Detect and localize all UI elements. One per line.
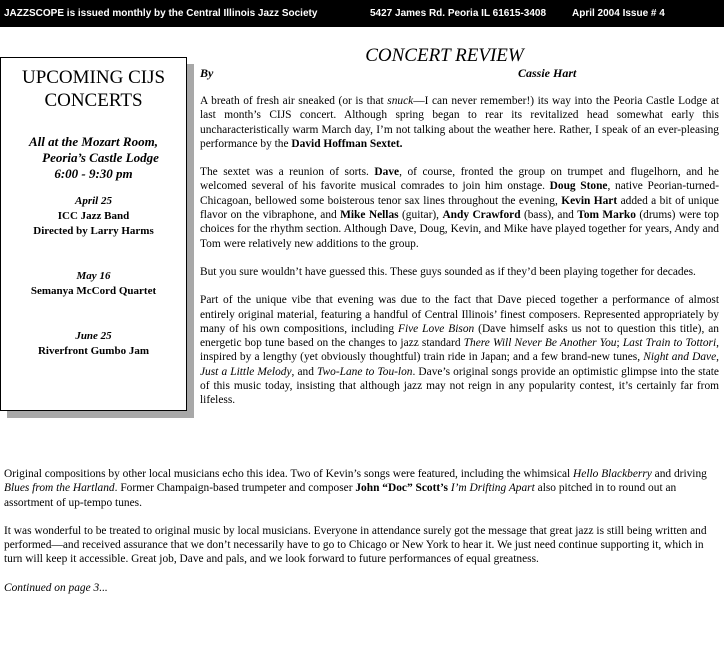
concert-date: May 16	[76, 270, 111, 282]
byline-author: Cassie Hart	[518, 66, 577, 80]
venue-info	[1, 134, 186, 182]
sidebar-title	[1, 66, 186, 112]
article-paragraph: But you sure wouldn’t have guessed this. These guys sounded as if they’d been playing together for decades.	[200, 265, 696, 278]
concert-review-article	[200, 45, 719, 408]
concert-date: April 25	[75, 195, 112, 207]
article-paragraph: A breath of fresh air sneaked (or is that snuck—I can never remember!) its way into the Peoria Castle Lodge at last month’s CIJS concert. Although spring began to rear its revitalized head somewhat early this uncharacteristically warm March day, I’m not talking about the weather here. Rather, I speak of an ever-pleasing performance by the David Hoffman Sextet.	[200, 95, 719, 150]
concert-item	[1, 194, 186, 239]
article-paragraph: Part of the unique vibe that evening was due to the fact that Dave pieced together a performance of almost entirely original material, featuring a handful of Central Illinois’ finest composers. Represented appropriately by many of his own compositions, including Five Love Bison (Dave himself asks us not to question this title), an energetic bop tune based on the changes to jazz standard There Will Never Be Another You; Last Train to Tottori, inspired by a lengthy (yet obviously thoughtful) train ride in Japan; and a few brand-new tunes, Night and Dave, Just a Little Melody, and Two-Lane to Tou-lon. Dave’s original songs provide an optimistic glimpse into the state of this music today, insisting that although jazz may not reign in any popularity contest, it’s certainly far from lifeless.	[200, 294, 719, 407]
article-paragraph: The sextet was a reunion of sorts. Dave, of course, fronted the group on trumpet and flugelhorn, and he welcomed several of his favorite musical comrades to join him onstage. Doug Stone, native Peorian-turned-Chicagoan, bellowed some boisterous tenor sax lines throughout the evening, Kevin Hart added a bit of unique flavor on the vibraphone, and Mike Nellas (guitar), Andy Crawford (bass), and Tom Marko (drums) were top choices for the rhythm section. Although Dave, Doug, Kevin, and Mike have played together for years, Andy and Tom were relatively new additions to the group.	[200, 166, 720, 250]
concert-performer: Riverfront Gumbo Jam	[37, 345, 149, 357]
sidebar-title-line1: UPCOMING CIJS	[21, 67, 166, 88]
byline-by: By	[200, 66, 214, 80]
article-byline	[200, 65, 719, 82]
continued-link[interactable]: Continued on page 3...	[4, 581, 108, 594]
concert-date: June 25	[75, 330, 112, 342]
concert-director: Directed by Larry Harms	[33, 225, 154, 237]
venue-time: 6:00 - 9:30 pm	[54, 166, 133, 181]
banner-issue-text: April 2004 Issue # 4	[572, 8, 665, 19]
venue-line2: Peoria’s Castle Lodge	[42, 150, 159, 165]
venue-line1: All at the Mozart Room,	[29, 134, 158, 149]
upcoming-concerts-box	[0, 57, 187, 411]
concert-performer: Semanya McCord Quartet	[30, 285, 157, 297]
concert-performer: ICC Jazz Band	[57, 210, 130, 222]
concert-item	[1, 269, 186, 299]
article-headline: CONCERT REVIEW	[365, 45, 524, 66]
banner-publisher-text: JAZZSCOPE is issued monthly by the Central Illinois Jazz Society	[4, 8, 318, 19]
article-paragraph: Original compositions by other local musicians echo this idea. Two of Kevin’s songs were featured, including the whimsical Hello Blackberry and driving Blues from the Hartland. Former Champaign-based trumpeter and composer John “Doc” Scott’s I’m Drifting Apart also pitched in to round out an assortment of up-tempo tunes.	[4, 468, 707, 509]
concert-item	[1, 329, 186, 359]
article-paragraph: It was wonderful to be treated to original music by local musicians. Everyone in attendance surely got the message that great jazz is still being written and performed—and received assurance that we don’t necessarily have to go to Chicago or New York to hear it. We just need continue supporting it, which in turn will keep it accessible. Great job, Dave and pals, and we look forward to future performances of equal greatness.	[4, 524, 707, 566]
banner-address-text: 5427 James Rd. Peoria IL 61615-3408	[370, 8, 547, 19]
article-continuation	[4, 467, 719, 595]
sidebar-title-line2: CONCERTS	[44, 90, 143, 111]
newsletter-banner	[0, 0, 724, 27]
